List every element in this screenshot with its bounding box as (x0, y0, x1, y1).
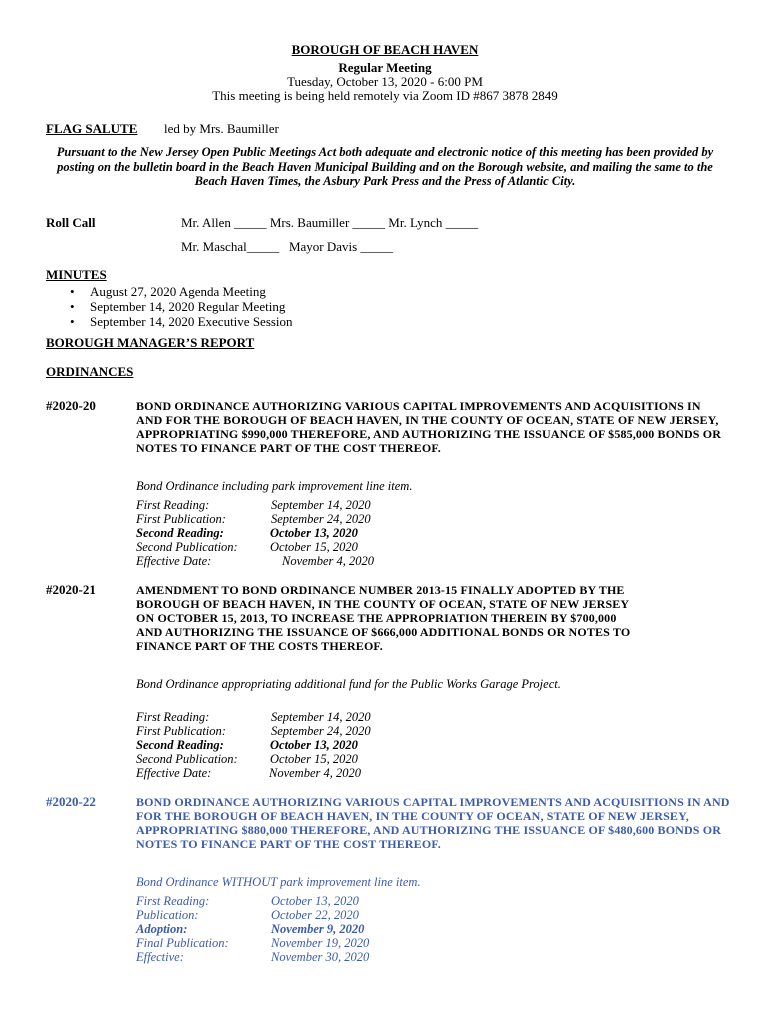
roll-call-line-1: Mr. Allen _____ Mrs. Baumiller _____ Mr. Lynch _____ (181, 215, 479, 230)
ordinance-title: AMENDMENT TO BOND ORDINANCE NUMBER 2013-15 FINALLY ADOPTED BY THE BOROUGH OF BEACH HAVEN, IN THE COUNTY OF OCEAN, STATE OF NEW JERSEY ON OCTOBER 15, 2013, TO INCREASE THE APPROPRIATION THEREIN BY $700,000 AND AUTHORIZING THE ISSUANCE OF $666,000 ADDITIONAL BONDS OR NOTES TO FINANCE PART OF THE COSTS THEREOF. (136, 583, 631, 653)
list-item: • September 14, 2020 Executive Session (70, 314, 293, 329)
ordinance-number: #2020-22 (46, 794, 96, 809)
flag-salute-text: led by Mrs. Baumiller (164, 121, 279, 136)
flag-salute-heading: FLAG SALUTE (46, 121, 138, 136)
meeting-datetime: Tuesday, October 13, 2020 - 6:00 PM (287, 74, 483, 89)
open-meetings-notice: Pursuant to the New Jersey Open Public Meetings Act both adequate and electronic notice of this meeting has been provided by posting on the bulletin board in the Beach Haven Municipal Building and on the Borough website, and mailing the same to the Beach Haven Times, the Asbury Park Press and the Press of Atlantic City. (56, 145, 714, 188)
managers-report-heading: BOROUGH MANAGER’S REPORT (46, 335, 255, 350)
ordinance-note: Bond Ordinance including park improvement line item. (136, 479, 413, 493)
ordinance-title: BOND ORDINANCE AUTHORIZING VARIOUS CAPITAL IMPROVEMENTS AND ACQUISITIONS IN AND FOR THE BOROUGH OF BEACH HAVEN, IN THE COUNTY OF OCEAN, STATE OF NEW JERSEY, APPROPRIATING $880,000 THEREFORE, AND AUTHORIZING THE ISSUANCE OF $480,600 BONDS OR NOTES TO FINANCE PART OF THE COST THEREOF. (136, 795, 730, 851)
ordinance-note: Bond Ordinance WITHOUT park improvement line item. (136, 875, 421, 889)
remote-note: This meeting is being held remotely via Zoom ID #867 3878 2849 (212, 88, 558, 103)
ordinance-number: #2020-20 (46, 398, 96, 413)
meeting-type: Regular Meeting (338, 60, 432, 75)
minutes-list (48, 284, 293, 329)
org-title: BOROUGH OF BEACH HAVEN (291, 42, 479, 57)
roll-call-heading: Roll Call (46, 215, 96, 230)
minutes-heading: MINUTES (46, 267, 107, 282)
ordinance-note: Bond Ordinance appropriating additional fund for the Public Works Garage Project. (136, 677, 561, 691)
list-item: • August 27, 2020 Agenda Meeting (70, 284, 266, 299)
ordinances-heading: ORDINANCES (46, 364, 134, 379)
ordinance-number: #2020-21 (46, 582, 96, 597)
roll-call-line-2: Mr. Maschal_____ Mayor Davis _____ (181, 239, 393, 254)
ordinance-title: BOND ORDINANCE AUTHORIZING VARIOUS CAPITAL IMPROVEMENTS AND ACQUISITIONS IN AND FOR THE BOROUGH OF BEACH HAVEN, IN THE COUNTY OF OCEAN, STATE OF NEW JERSEY, APPROPRIATING $990,000 THEREFORE, AND AUTHORIZING THE ISSUANCE OF $585,000 BONDS OR NOTES TO FINANCE PART OF THE COST THEREOF. (136, 399, 722, 455)
list-item: • September 14, 2020 Regular Meeting (70, 299, 286, 314)
agenda-page: BOROUGH OF BEACH HAVEN Regular Meeting Tuesday, October 13, 2020 - 6:00 PM This meeting is being held remotely via Zoom ID #867 3878 2849 FLAG SALUTE led by Mrs. Baumiller Pursuant to the New Jersey Open Public Meetings Act both adequate and electronic notice of this meeting has been provided by posting on the bulletin board in the Beach Haven Municipal Building and on the Borough website, and mailing the same to the Beach Haven Times, the Asbury Park Press and the Press of Atlantic City. Roll Call Mr. Allen _____ Mrs. Baumiller _____ Mr. Lynch _____ Mr. Maschal_____ Mayor Davis _____ MINUTES • August 27, 2020 Agenda Meeting • September 14, 2020 Regular Meeting • September 14, 2020 Executive Session BOROUGH MANAGER’S REPORT ORDINANCES #2020-20 BOND ORDINANCE AUTHORIZING VARIOUS CAPITAL IMPROVEMENTS AND ACQUISITIONS IN AND FOR THE BOROUGH OF BEACH HAVEN, IN THE COUNTY OF OCEAN, STATE OF NEW JERSEY, APPROPRIATING $990,000 THEREFORE, AND AUTHORIZING THE ISSUANCE OF $585,000 BONDS OR NOTES TO FINANCE PART OF THE COST THEREOF. Bond Ordinance including park improvement line item. First Reading: September 14, 2020 First Publication: September 24, 2020 Second Reading: October 13, 2020 Second Publication: October 15, 2020 Effective Date: November 4, 2020 #2020-21 AMENDMENT TO BOND ORDINANCE NUMBER 2013-15 FINALLY ADOPTED BY THE BOROUGH OF BEACH HAVEN, IN THE COUNTY OF OCEAN, STATE OF NEW JERSEY ON OCTOBER 15, 2013, TO INCREASE THE APPROPRIATION THEREIN BY $700,000 AND AUTHORIZING THE ISSUANCE OF $666,000 ADDITIONAL BONDS OR NOTES TO FINANCE PART OF THE COSTS THEREOF. Bond Ordinance appropriating additional fund for the Public Works Garage Project. First Reading: September 14, 2020 First Publication: September 24, 2020 Second Reading: October 13, 2020 Second Publication: October 15, 2020 Effective Date: November 4, 2020 #2020-22 BOND ORDINANCE AUTHORIZING VARIOUS CAPITAL IMPROVEMENTS AND ACQUISITIONS IN AND FOR THE BOROUGH OF BEACH HAVEN, IN THE COUNTY OF OCEAN, STATE OF NEW JERSEY, APPROPRIATING $880,000 THEREFORE, AND AUTHORIZING THE ISSUANCE OF $480,600 BONDS OR NOTES TO FINANCE PART OF THE COST THEREOF. Bond Ordinance WITHOUT park improvement line item. First Reading: October 13, 2020 Publication: October 22, 2020 Adoption: November 9, 2020 Final Publication: November 19, 2020 Effective: November 30, 2020 (0, 0, 770, 1024)
